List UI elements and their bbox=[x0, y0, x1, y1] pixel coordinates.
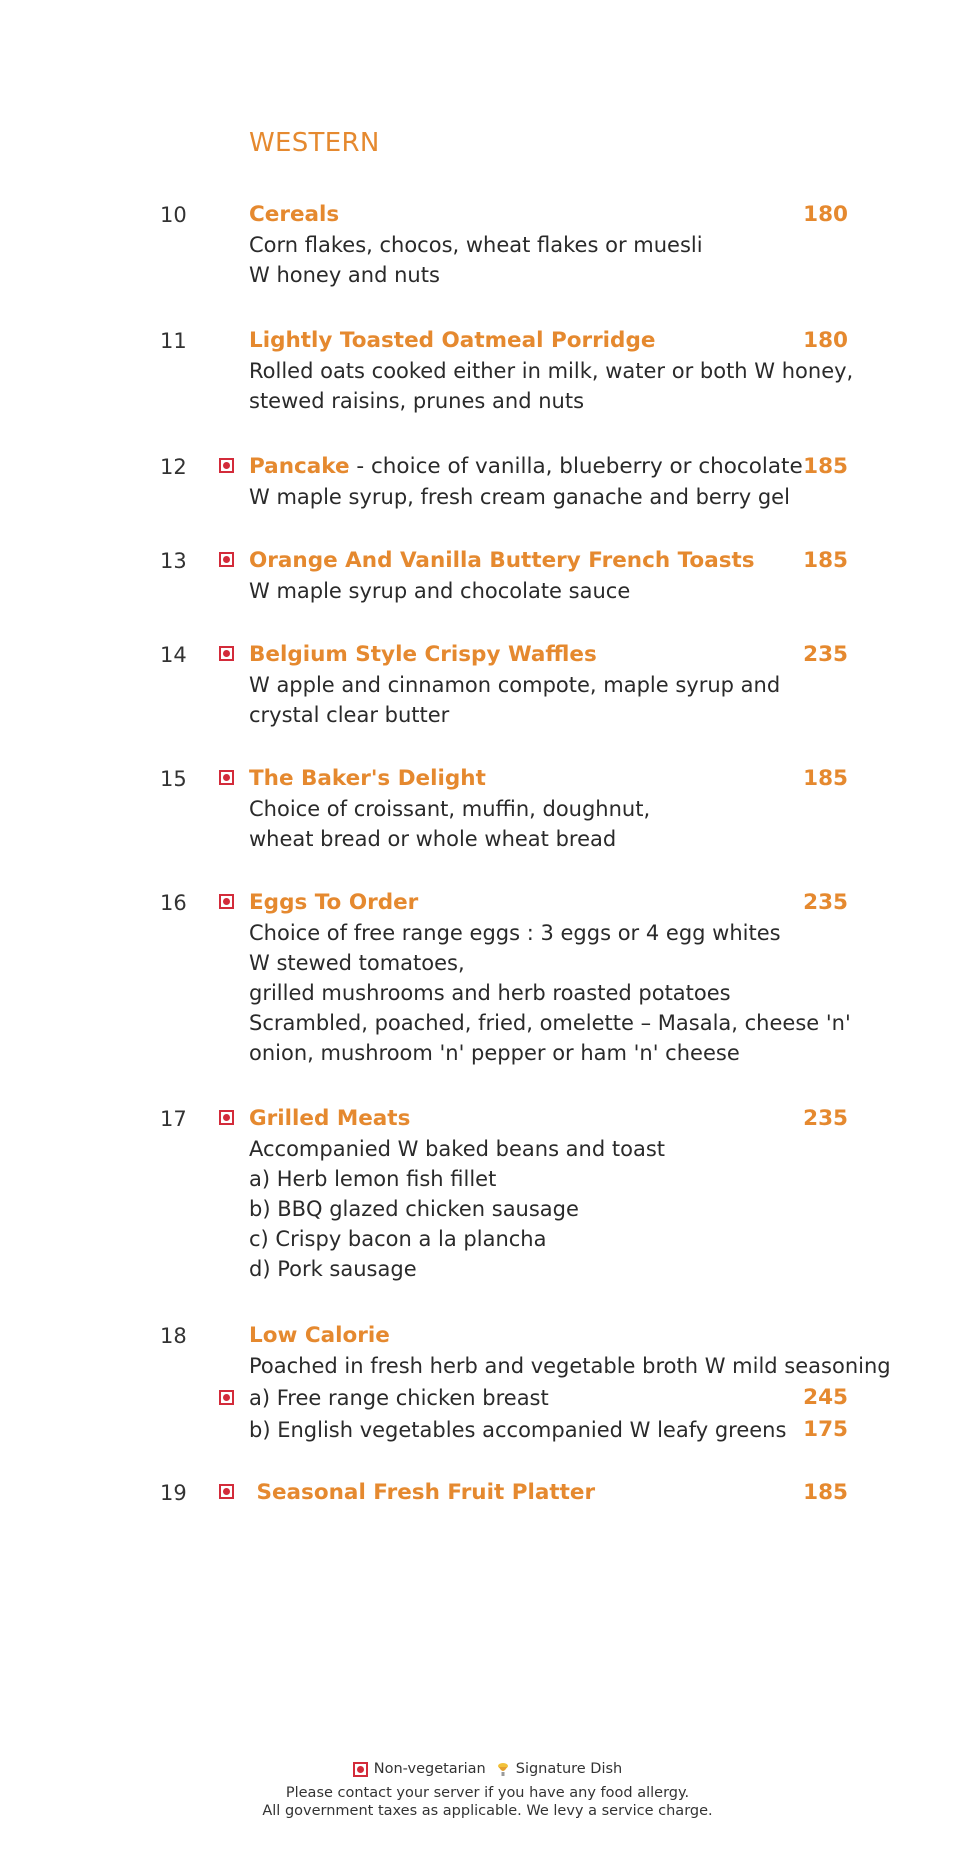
non-veg-icon bbox=[219, 1484, 234, 1499]
item-description bbox=[249, 918, 849, 1068]
description-line: W apple and cinnamon compote, maple syrup and bbox=[249, 673, 781, 697]
item-description bbox=[249, 794, 849, 854]
description-line: W honey and nuts bbox=[249, 263, 440, 287]
non-veg-icon bbox=[219, 1390, 234, 1405]
description-line: Rolled oats cooked either in milk, water or both W honey, bbox=[249, 359, 854, 383]
item-name-text: Eggs To Order bbox=[249, 890, 419, 915]
item-name bbox=[249, 452, 803, 482]
sub-option-text: a) Free range chicken breast bbox=[249, 1386, 549, 1410]
legend-signature-label: Signature Dish bbox=[515, 1761, 623, 1777]
legend bbox=[0, 1760, 975, 1778]
item-name-text: Orange And Vanilla Buttery French Toasts bbox=[249, 548, 755, 573]
item-number: 19 bbox=[160, 1481, 187, 1505]
item-name-text: Lightly Toasted Oatmeal Porridge bbox=[249, 328, 656, 353]
description-line: onion, mushroom 'n' pepper or ham 'n' cheese bbox=[249, 1041, 740, 1065]
item-name bbox=[249, 888, 418, 918]
allergy-note: Please contact your server if you have any food allergy. bbox=[285, 1785, 690, 1801]
non-veg-icon bbox=[353, 1762, 368, 1777]
item-price: 180 bbox=[803, 328, 848, 353]
footer bbox=[0, 1760, 975, 1820]
item-name-text: Pancake bbox=[249, 454, 350, 479]
item-description bbox=[249, 576, 849, 606]
sub-option-text: b) English vegetables accompanied W leafy greens bbox=[249, 1418, 787, 1442]
item-description bbox=[249, 1351, 891, 1381]
item-price: 185 bbox=[803, 548, 848, 573]
description-line: Scrambled, poached, fried, omelette – Masala, cheese 'n' bbox=[249, 1011, 851, 1035]
non-veg-icon bbox=[219, 646, 234, 661]
description-line: d) Pork sausage bbox=[249, 1257, 417, 1281]
item-name bbox=[249, 640, 597, 670]
item-name bbox=[249, 200, 339, 230]
item-name: Seasonal Fresh Fruit Platter bbox=[249, 1480, 596, 1505]
item-number: 13 bbox=[160, 549, 187, 573]
description-line: stewed raisins, prunes and nuts bbox=[249, 389, 585, 413]
non-veg-icon bbox=[219, 1110, 234, 1125]
item-name-text: Grilled Meats bbox=[249, 1106, 411, 1131]
item-price: 235 bbox=[803, 642, 848, 667]
item-number: 16 bbox=[160, 891, 187, 915]
item-number: 11 bbox=[160, 329, 187, 353]
non-veg-icon bbox=[219, 458, 234, 473]
signature-dish-icon bbox=[496, 1761, 510, 1777]
description-line: Accompanied W baked beans and toast bbox=[249, 1137, 665, 1161]
item-number: 17 bbox=[160, 1107, 187, 1131]
item-price: 235 bbox=[803, 890, 848, 915]
item-number: 10 bbox=[160, 203, 187, 227]
item-name-text: The Baker's Delight bbox=[249, 766, 486, 791]
item-name bbox=[249, 326, 655, 356]
non-veg-icon bbox=[219, 770, 234, 785]
legend-nonveg-label: Non-vegetarian bbox=[373, 1761, 486, 1777]
item-name-text: Cereals bbox=[249, 202, 340, 227]
item-description bbox=[249, 670, 849, 730]
tax-note: All government taxes as applicable. We levy a service charge. bbox=[262, 1803, 713, 1819]
item-number: 18 bbox=[160, 1324, 187, 1348]
item-price: 185 bbox=[803, 454, 848, 479]
description-line: grilled mushrooms and herb roasted potatoes bbox=[249, 981, 731, 1005]
item-price: 185 bbox=[803, 1480, 848, 1505]
item-description bbox=[249, 230, 849, 290]
item-name-extra: - choice of vanilla, blueberry or chocolate bbox=[349, 454, 803, 479]
item-name-text: Belgium Style Crispy Waffles bbox=[249, 642, 597, 667]
description-line: c) Crispy bacon a la plancha bbox=[249, 1227, 547, 1251]
item-description bbox=[249, 356, 854, 416]
item-description bbox=[249, 482, 849, 512]
item-description bbox=[249, 1134, 849, 1284]
non-veg-icon bbox=[219, 894, 234, 909]
item-name bbox=[249, 764, 486, 794]
description-line: Choice of free range eggs : 3 eggs or 4 egg whites bbox=[249, 921, 781, 945]
item-name bbox=[249, 546, 755, 576]
item-number: 15 bbox=[160, 767, 187, 791]
description-line: W maple syrup and chocolate sauce bbox=[249, 579, 631, 603]
item-price: 235 bbox=[803, 1106, 848, 1131]
item-name: Low Calorie bbox=[249, 1323, 390, 1348]
non-veg-icon bbox=[219, 552, 234, 567]
description-line: W stewed tomatoes, bbox=[249, 951, 465, 975]
sub-option bbox=[0, 1383, 975, 1413]
item-name bbox=[249, 1104, 410, 1134]
item-number: 12 bbox=[160, 455, 187, 479]
item-price: 180 bbox=[803, 202, 848, 227]
item-number: 14 bbox=[160, 643, 187, 667]
description-line: crystal clear butter bbox=[249, 703, 450, 727]
description-line: wheat bread or whole wheat bread bbox=[249, 827, 617, 851]
section-title: WESTERN bbox=[249, 128, 380, 158]
sub-option-price: 175 bbox=[803, 1417, 848, 1442]
item-price: 185 bbox=[803, 766, 848, 791]
sub-option bbox=[0, 1415, 975, 1445]
description-line: Corn flakes, chocos, wheat flakes or muesli bbox=[249, 233, 703, 257]
description-line: b) BBQ glazed chicken sausage bbox=[249, 1197, 579, 1221]
sub-option-price: 245 bbox=[803, 1385, 848, 1410]
description-line: W maple syrup, fresh cream ganache and berry gel bbox=[249, 485, 790, 509]
description-line: a) Herb lemon fish fillet bbox=[249, 1167, 497, 1191]
description-line: Choice of croissant, muffin, doughnut, bbox=[249, 797, 651, 821]
description-line: Poached in fresh herb and vegetable broth W mild seasoning bbox=[249, 1354, 891, 1378]
